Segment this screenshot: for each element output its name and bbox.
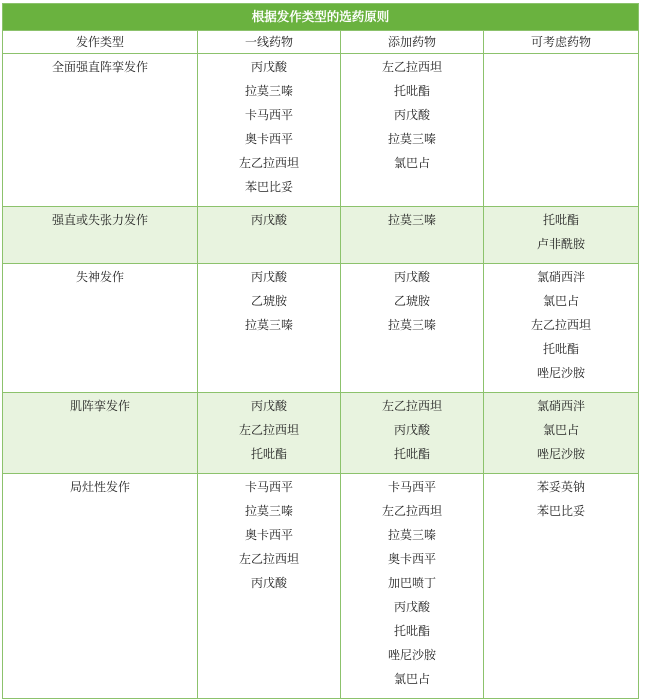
header-row [3,31,639,54]
drug-name: 氯巴占 [543,294,580,308]
drug-selection-table [2,3,639,699]
drug-name: 左乙拉西坦 [238,423,299,437]
drug-name: 托吡酯 [543,342,580,356]
table-row [3,474,639,699]
drug-name: 卡马西平 [244,108,293,122]
drug-name: 拉莫三嗪 [244,84,293,98]
drug-name: 托吡酯 [393,624,430,638]
seizure-type-cell [3,207,198,264]
seizure-type-label: 强直或失张力发作 [51,213,148,227]
drug-name: 乙琥胺 [250,294,287,308]
drug-name: 拉莫三嗪 [387,132,436,146]
table-row [3,54,639,207]
drug-name: 卡马西平 [387,480,436,494]
header-consider: 可考虑药物 [484,31,639,54]
drug-name: 托吡酯 [543,213,580,227]
seizure-type-label: 全面强直阵挛发作 [51,60,148,74]
drug-name: 唑尼沙胺 [537,366,586,380]
drug-name: 左乙拉西坦 [381,399,442,413]
drug-name: 丙戊酸 [393,600,430,614]
drug-name: 卡马西平 [244,480,293,494]
seizure-type-cell [3,393,198,474]
drug-name: 苯巴比妥 [537,504,586,518]
first-line-cell [198,54,341,207]
table-row [3,207,639,264]
drug-name: 左乙拉西坦 [531,318,592,332]
header-first-line: 一线药物 [198,31,341,54]
first-line-cell [198,393,341,474]
seizure-type-label: 局灶性发作 [69,480,130,494]
header-seizure-type: 发作类型 [3,31,198,54]
drug-name: 氯巴占 [393,156,430,170]
drug-name: 拉莫三嗪 [387,318,436,332]
add-on-cell [341,393,484,474]
header-add-on: 添加药物 [341,31,484,54]
drug-name: 托吡酯 [250,447,287,461]
drug-name: 丙戊酸 [250,60,287,74]
drug-name: 奥卡西平 [244,132,293,146]
drug-name: 唑尼沙胺 [537,447,586,461]
drug-name: 氯硝西泮 [537,270,586,284]
drug-name: 氯巴占 [543,423,580,437]
drug-selection-table-container [2,3,638,699]
drug-name: 左乙拉西坦 [381,504,442,518]
consider-cell [484,54,639,207]
drug-name: 拉莫三嗪 [387,213,436,227]
table-row [3,393,639,474]
drug-name: 苯妥英钠 [537,480,586,494]
drug-name: 左乙拉西坦 [381,60,442,74]
drug-name: 拉莫三嗪 [244,318,293,332]
drug-name: 左乙拉西坦 [238,552,299,566]
seizure-type-cell [3,54,198,207]
drug-name: 托吡酯 [393,84,430,98]
seizure-type-cell [3,474,198,699]
drug-name: 卢非酰胺 [537,237,586,251]
first-line-cell [198,207,341,264]
first-line-cell [198,474,341,699]
consider-cell [484,264,639,393]
drug-name: 苯巴比妥 [244,180,293,194]
drug-name: 托吡酯 [393,447,430,461]
seizure-type-label: 失神发作 [75,270,124,284]
consider-cell [484,207,639,264]
consider-cell [484,474,639,699]
add-on-cell [341,264,484,393]
drug-name: 丙戊酸 [393,423,430,437]
drug-name: 丙戊酸 [250,576,287,590]
table-body [3,54,639,699]
table-row [3,264,639,393]
drug-name: 丙戊酸 [250,213,287,227]
drug-name: 奥卡西平 [244,528,293,542]
drug-name: 丙戊酸 [393,270,430,284]
drug-name: 左乙拉西坦 [238,156,299,170]
consider-cell [484,393,639,474]
add-on-cell [341,474,484,699]
drug-name: 丙戊酸 [393,108,430,122]
add-on-cell [341,54,484,207]
seizure-type-cell [3,264,198,393]
drug-name: 氯巴占 [393,672,430,686]
drug-name: 唑尼沙胺 [387,648,436,662]
drug-name: 乙琥胺 [393,294,430,308]
first-line-cell [198,264,341,393]
drug-name: 拉莫三嗪 [387,528,436,542]
drug-name: 丙戊酸 [250,270,287,284]
table-title: 根据发作类型的选药原则 [3,4,639,31]
drug-name: 奥卡西平 [387,552,436,566]
drug-name: 氯硝西泮 [537,399,586,413]
seizure-type-label: 肌阵挛发作 [69,399,130,413]
add-on-cell [341,207,484,264]
drug-name: 加巴喷丁 [387,576,436,590]
drug-name: 丙戊酸 [250,399,287,413]
drug-name: 拉莫三嗪 [244,504,293,518]
